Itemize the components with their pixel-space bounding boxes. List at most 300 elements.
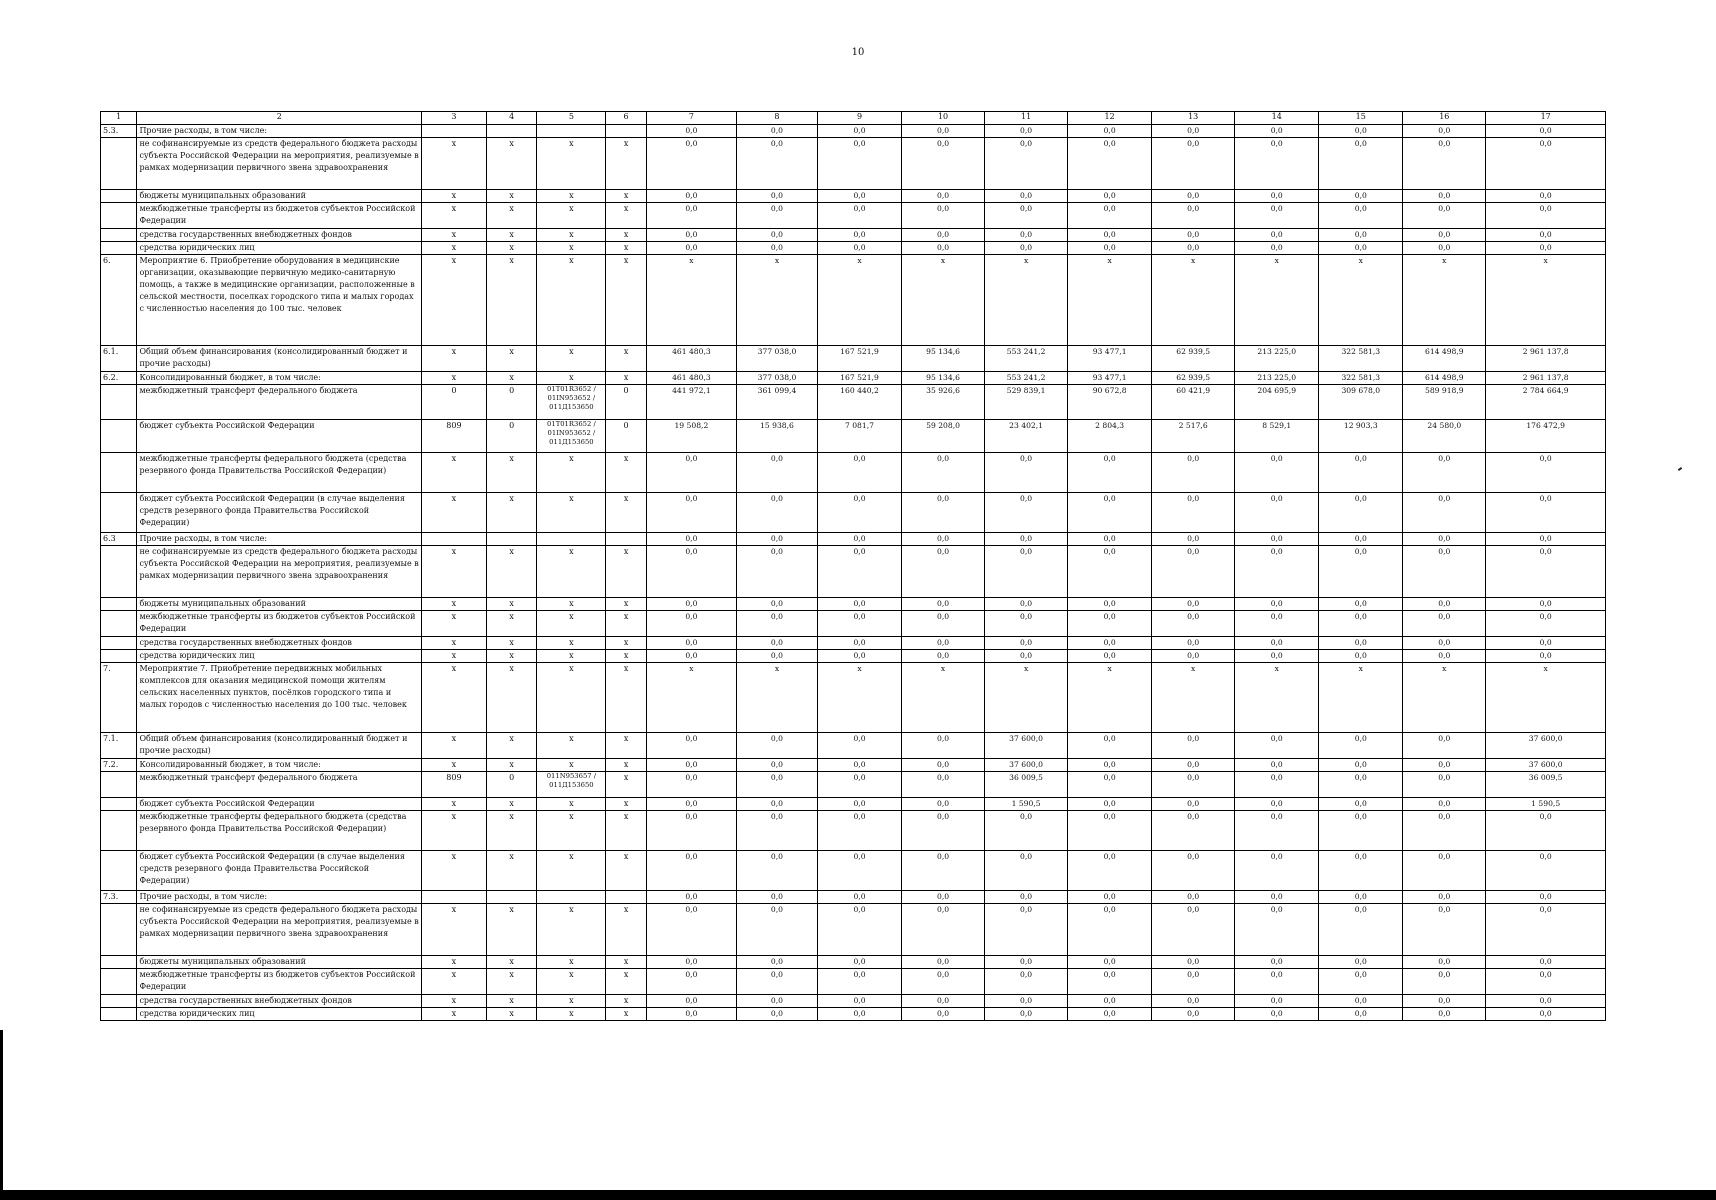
value-cell: 0,0 [1152,851,1235,891]
value-cell: 0,0 [985,493,1068,533]
description-cell: средства государственных внебюджетных фондов [137,637,422,650]
value-cell: 0,0 [1152,138,1235,190]
value-cell: 12 903,3 [1319,420,1403,453]
code-cell: x [537,851,606,891]
table-row [101,904,1606,956]
code-cell: x [606,956,647,969]
value-cell: 441 972,1 [646,385,736,420]
value-cell: 0,0 [1319,759,1403,772]
value-cell: 0,0 [1068,1008,1152,1021]
value-cell: 23 402,1 [985,420,1068,453]
value-cell: 0,0 [1403,229,1486,242]
value-cell: 0,0 [985,229,1068,242]
value-cell: 0,0 [646,759,736,772]
code-cell: x [537,346,606,372]
value-cell: 0,0 [1403,598,1486,611]
value-cell: 0,0 [1403,733,1486,759]
value-cell: 0,0 [1403,995,1486,1008]
code-cell: 0 [486,385,537,420]
value-cell: 160 440,2 [817,385,901,420]
value-cell: 2 961 137,8 [1486,372,1606,385]
value-cell: 0,0 [817,733,901,759]
value-cell: 0,0 [1235,242,1319,255]
value-cell: 0,0 [817,851,901,891]
value-cell: x [646,663,736,733]
value-cell: 0,0 [1068,190,1152,203]
description-cell: межбюджетные трансферты федерального бюджета (средства резервного фонда Правительства Российской Федерации) [137,811,422,851]
value-cell: 0,0 [902,904,985,956]
value-cell: 0,0 [985,203,1068,229]
row-number-cell [101,190,137,203]
value-cell: 0,0 [1235,798,1319,811]
value-cell: 0,0 [1235,851,1319,891]
value-cell: 0,0 [1152,611,1235,637]
value-cell: 0,0 [902,546,985,598]
value-cell: 0,0 [1403,190,1486,203]
value-cell: 0,0 [1319,533,1403,546]
description-cell: Консолидированный бюджет, в том числе: [137,759,422,772]
value-cell: 0,0 [902,611,985,637]
value-cell: 0,0 [736,493,817,533]
value-cell: x [1068,255,1152,346]
code-cell [486,533,537,546]
value-cell: 0,0 [1486,851,1606,891]
code-cell: x [486,969,537,995]
value-cell: 0,0 [1235,811,1319,851]
description-cell: бюджет субъекта Российской Федерации [137,798,422,811]
value-cell: 0,0 [1152,493,1235,533]
value-cell: 0,0 [1403,125,1486,138]
row-number-cell: 7.2. [101,759,137,772]
header-cell: 4 [486,112,537,125]
value-cell: 0,0 [736,1008,817,1021]
code-cell [537,533,606,546]
table-row [101,372,1606,385]
value-cell: 0,0 [902,995,985,1008]
value-cell: 0,0 [646,811,736,851]
value-cell: 0,0 [817,229,901,242]
budget-code-cell: 011N953657 / 011Д153650 [537,772,606,798]
table-row [101,637,1606,650]
value-cell: 322 581,3 [1319,372,1403,385]
code-cell: x [537,229,606,242]
value-cell: 0,0 [1235,969,1319,995]
value-cell: 0,0 [817,798,901,811]
value-cell: 0,0 [736,453,817,493]
scan-margin-mark [0,1030,3,1190]
value-cell: 0,0 [1068,733,1152,759]
value-cell: 0,0 [1068,637,1152,650]
code-cell [422,533,487,546]
description-cell: Прочие расходы, в том числе: [137,891,422,904]
value-cell: 0,0 [985,851,1068,891]
value-cell: 0,0 [1235,956,1319,969]
value-cell: 361 099,4 [736,385,817,420]
header-cell: 10 [902,112,985,125]
value-cell: 0,0 [902,811,985,851]
code-cell [606,533,647,546]
value-cell: 0,0 [902,533,985,546]
code-cell: x [537,611,606,637]
row-number-cell [101,1008,137,1021]
row-number-cell [101,772,137,798]
value-cell: 0,0 [1235,759,1319,772]
code-cell: 0 [422,385,487,420]
table-row [101,346,1606,372]
value-cell: 37 600,0 [985,759,1068,772]
table-row [101,453,1606,493]
row-number-cell: 7.1. [101,733,137,759]
header-cell: 12 [1068,112,1152,125]
value-cell: x [1068,663,1152,733]
code-cell: x [486,637,537,650]
value-cell: 0,0 [1403,546,1486,598]
code-cell: x [606,546,647,598]
value-cell: 0,0 [1319,969,1403,995]
code-cell: x [422,956,487,969]
value-cell: 0,0 [1486,203,1606,229]
code-cell: x [606,229,647,242]
description-cell: бюджет субъекта Российской Федерации (в случае выделения средств резервного фонда Правительства Российской Федерации) [137,493,422,533]
value-cell: 176 472,9 [1486,420,1606,453]
header-cell: 13 [1152,112,1235,125]
code-cell: 0 [486,420,537,453]
value-cell: x [1235,663,1319,733]
code-cell: x [606,1008,647,1021]
value-cell: 0,0 [1486,650,1606,663]
value-cell: 0,0 [1486,242,1606,255]
code-cell: x [537,904,606,956]
code-cell: x [422,598,487,611]
value-cell: 0,0 [646,851,736,891]
code-cell [486,891,537,904]
value-cell: 0,0 [736,904,817,956]
value-cell: 0,0 [1152,798,1235,811]
value-cell: 0,0 [1319,242,1403,255]
code-cell: x [606,798,647,811]
value-cell: 0,0 [1152,125,1235,138]
value-cell: 0,0 [817,891,901,904]
value-cell: 37 600,0 [1486,759,1606,772]
code-cell: x [537,138,606,190]
header-cell: 2 [137,112,422,125]
value-cell: 60 421,9 [1152,385,1235,420]
value-cell: 0,0 [1152,811,1235,851]
value-cell: 0,0 [736,811,817,851]
value-cell: 0,0 [1403,637,1486,650]
value-cell: 0,0 [736,637,817,650]
value-cell: 0,0 [1403,650,1486,663]
value-cell: x [736,255,817,346]
code-cell: x [537,798,606,811]
value-cell: x [1486,663,1606,733]
value-cell: 0,0 [985,969,1068,995]
code-cell: x [486,995,537,1008]
value-cell: 0,0 [1152,598,1235,611]
row-number-cell [101,385,137,420]
value-cell: 0,0 [902,242,985,255]
value-cell: 167 521,9 [817,346,901,372]
header-cell: 15 [1319,112,1403,125]
value-cell: 0,0 [817,772,901,798]
value-cell: 0,0 [817,533,901,546]
value-cell: 0,0 [817,493,901,533]
row-number-cell [101,995,137,1008]
value-cell: 0,0 [1068,493,1152,533]
value-cell: x [1403,663,1486,733]
description-cell: Мероприятие 7. Приобретение передвижных мобильных комплексов для оказания медицинской помощи жителям сельских населенных пунктов, посёлков городского типа и малых городов с численностью населения до 100 тыс. человек [137,663,422,733]
value-cell: 0,0 [1319,229,1403,242]
value-cell: 309 678,0 [1319,385,1403,420]
value-cell: 0,0 [736,891,817,904]
code-cell: x [606,255,647,346]
value-cell: 95 134,6 [902,372,985,385]
value-cell: 62 939,5 [1152,346,1235,372]
description-cell: межбюджетные трансферты из бюджетов субъектов Российской Федерации [137,203,422,229]
value-cell: 0,0 [1235,453,1319,493]
value-cell: 0,0 [902,969,985,995]
value-cell: 0,0 [1403,956,1486,969]
code-cell: x [422,969,487,995]
code-cell [606,891,647,904]
table-row [101,956,1606,969]
code-cell: x [537,637,606,650]
value-cell: 0,0 [1152,229,1235,242]
value-cell: 37 600,0 [985,733,1068,759]
value-cell: 0,0 [736,650,817,663]
code-cell: x [606,811,647,851]
code-cell: x [486,1008,537,1021]
value-cell: 589 918,9 [1403,385,1486,420]
code-cell: x [422,229,487,242]
value-cell: 0,0 [1068,811,1152,851]
value-cell: 0,0 [1486,969,1606,995]
code-cell: x [606,733,647,759]
code-cell: x [486,255,537,346]
code-cell: x [606,637,647,650]
row-number-cell [101,811,137,851]
value-cell: 213 225,0 [1235,372,1319,385]
code-cell: x [486,663,537,733]
row-number-cell: 6.1. [101,346,137,372]
value-cell: 0,0 [1403,533,1486,546]
value-cell: 553 241,2 [985,346,1068,372]
table-row [101,203,1606,229]
value-cell: 0,0 [1319,891,1403,904]
row-number-cell [101,798,137,811]
code-cell: x [606,190,647,203]
value-cell: 0,0 [1152,772,1235,798]
code-cell: x [486,733,537,759]
table-row [101,650,1606,663]
value-cell: x [902,255,985,346]
value-cell: x [1319,663,1403,733]
value-cell: 0,0 [646,138,736,190]
code-cell: x [486,851,537,891]
code-cell: 0 [486,772,537,798]
value-cell: 0,0 [1403,811,1486,851]
value-cell: 0,0 [1235,891,1319,904]
value-cell: 0,0 [736,242,817,255]
value-cell: 0,0 [985,811,1068,851]
value-cell: 0,0 [1152,650,1235,663]
page-number: 10 [851,47,865,58]
value-cell: 0,0 [736,956,817,969]
value-cell: 0,0 [817,138,901,190]
description-cell: Консолидированный бюджет, в том числе: [137,372,422,385]
value-cell: 0,0 [1068,453,1152,493]
value-cell: 0,0 [1403,453,1486,493]
value-cell: 0,0 [1235,598,1319,611]
value-cell: x [1235,255,1319,346]
code-cell: x [537,598,606,611]
value-cell: 0,0 [1235,138,1319,190]
value-cell: 213 225,0 [1235,346,1319,372]
value-cell: 0,0 [646,453,736,493]
code-cell: x [422,637,487,650]
table-row [101,493,1606,533]
value-cell: 35 926,6 [902,385,985,420]
code-cell: x [486,242,537,255]
value-cell: x [902,663,985,733]
value-cell: 0,0 [985,650,1068,663]
code-cell: 809 [422,772,487,798]
value-cell: 0,0 [1319,203,1403,229]
row-number-cell [101,611,137,637]
value-cell: 0,0 [1068,598,1152,611]
value-cell: 0,0 [817,904,901,956]
value-cell: 0,0 [736,611,817,637]
code-cell: x [486,650,537,663]
value-cell: 0,0 [902,733,985,759]
value-cell: 0,0 [1235,203,1319,229]
value-cell: 0,0 [1403,851,1486,891]
code-cell: x [486,453,537,493]
code-cell: x [606,346,647,372]
code-cell: x [537,453,606,493]
value-cell: 0,0 [1403,203,1486,229]
value-cell: 0,0 [985,138,1068,190]
value-cell: 204 695,9 [1235,385,1319,420]
value-cell: 0,0 [817,1008,901,1021]
description-cell: бюджеты муниципальных образований [137,956,422,969]
value-cell: 0,0 [1152,759,1235,772]
value-cell: 0,0 [736,229,817,242]
value-cell: 0,0 [1319,190,1403,203]
value-cell: 0,0 [817,637,901,650]
value-cell: 0,0 [1068,798,1152,811]
value-cell: 0,0 [1068,904,1152,956]
value-cell: 0,0 [985,637,1068,650]
value-cell: 0,0 [902,125,985,138]
description-cell: Общий объем финансирования (консолидированный бюджет и прочие расходы) [137,346,422,372]
description-cell: Прочие расходы, в том числе: [137,125,422,138]
value-cell: 0,0 [1235,493,1319,533]
code-cell: x [486,229,537,242]
value-cell: x [1319,255,1403,346]
header-cell: 8 [736,112,817,125]
value-cell: 37 600,0 [1486,733,1606,759]
code-cell: x [606,904,647,956]
value-cell: 90 672,8 [1068,385,1152,420]
code-cell: x [486,190,537,203]
value-cell: 0,0 [646,242,736,255]
value-cell: 0,0 [1403,1008,1486,1021]
row-number-cell [101,203,137,229]
code-cell: 809 [422,420,487,453]
code-cell: x [537,372,606,385]
value-cell: 0,0 [902,650,985,663]
value-cell: 0,0 [1486,546,1606,598]
value-cell: 0,0 [902,229,985,242]
value-cell: 0,0 [646,190,736,203]
value-cell: x [1152,255,1235,346]
code-cell: 0 [606,420,647,453]
value-cell: 0,0 [985,995,1068,1008]
value-cell: 0,0 [1486,904,1606,956]
value-cell: 0,0 [1068,759,1152,772]
value-cell: 0,0 [1068,891,1152,904]
code-cell: x [606,138,647,190]
header-cell: 1 [101,112,137,125]
row-number-cell [101,229,137,242]
table-row [101,420,1606,453]
code-cell: x [422,733,487,759]
value-cell: 0,0 [736,125,817,138]
description-cell: не софинансируемые из средств федерального бюджета расходы субъекта Российской Федерации на мероприятия, реализуемые в рамках модернизации первичного звена здравоохранения [137,546,422,598]
value-cell: 0,0 [817,969,901,995]
header-row [101,112,1606,125]
value-cell: 1 590,5 [1486,798,1606,811]
code-cell: x [486,138,537,190]
header-cell: 7 [646,112,736,125]
code-cell: x [606,759,647,772]
code-cell: x [537,759,606,772]
table-row [101,229,1606,242]
row-number-cell: 7. [101,663,137,733]
code-cell: x [422,650,487,663]
code-cell: x [486,611,537,637]
header-cell: 11 [985,112,1068,125]
value-cell: 0,0 [902,891,985,904]
value-cell: 0,0 [1235,125,1319,138]
value-cell: 0,0 [646,1008,736,1021]
code-cell: x [422,851,487,891]
table-row [101,546,1606,598]
code-cell: x [486,493,537,533]
value-cell: 0,0 [646,733,736,759]
value-cell: 0,0 [902,598,985,611]
code-cell: 0 [606,385,647,420]
code-cell: x [486,546,537,598]
row-number-cell [101,956,137,969]
code-cell: x [606,851,647,891]
value-cell: 0,0 [1319,995,1403,1008]
row-number-cell [101,904,137,956]
code-cell [422,125,487,138]
description-cell: не софинансируемые из средств федерального бюджета расходы субъекта Российской Федерации на мероприятия, реализуемые в рамках модернизации первичного звена здравоохранения [137,904,422,956]
value-cell: 0,0 [1319,138,1403,190]
table-row [101,1008,1606,1021]
value-cell: 0,0 [1235,904,1319,956]
value-cell: 2 517,6 [1152,420,1235,453]
value-cell: 0,0 [985,1008,1068,1021]
value-cell: 0,0 [646,546,736,598]
table-row [101,891,1606,904]
value-cell: 24 580,0 [1403,420,1486,453]
code-cell: x [606,650,647,663]
code-cell: x [537,493,606,533]
